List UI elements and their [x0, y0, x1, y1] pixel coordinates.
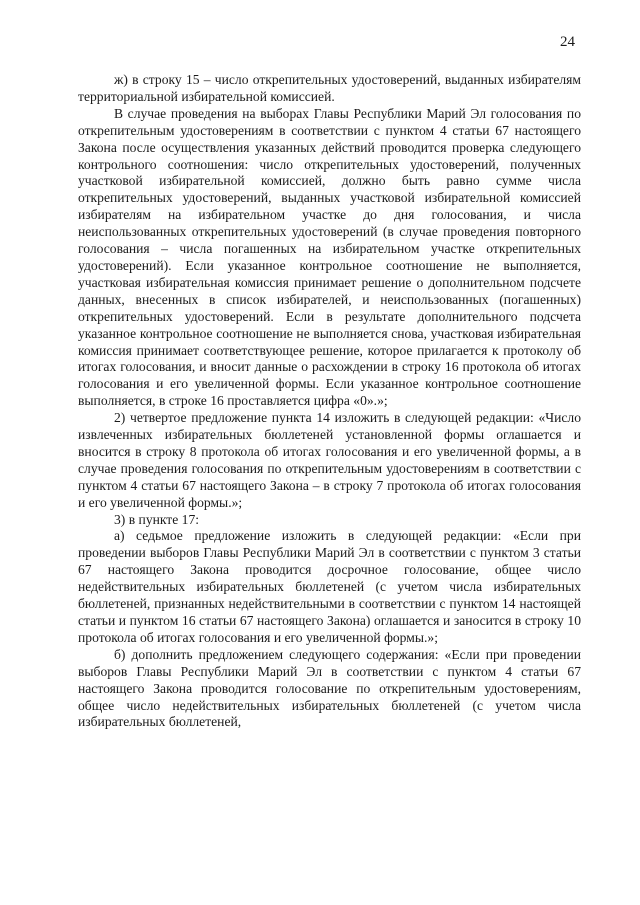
- paragraph-amendment-3: 3) в пункте 17:: [114, 511, 200, 527]
- page-number: 24: [560, 34, 575, 50]
- paragraph-amendment-2: 2) четвертое предложение пункта 14 изложить в следующей редакции: «Число извлеченных избирательных бюллетеней установленной формы оглашается и вносится в строку 8 протокола об итогах голосования и его увеличенной формы, а в случае проведения голосования по открепительным удостоверениям в соответствии с пунктом 4 статьи 67 настоящего Закона – в строку 7 протокола об итогах голосования и его увеличенной формы.»;: [78, 410, 581, 510]
- document-body: [78, 72, 581, 731]
- paragraph-control-ratio: В случае проведения на выборах Главы Республики Марий Эл голосования по открепительным удостоверениям в соответствии с пунктом 4 статьи 67 настоящего Закона после осуществления указанных действий проводится проверка следующего контрольного соотношения: число открепительных удостоверений, полученных участковой избирательной комиссией, должно быть равно сумме числа открепительных удостоверений, выданных участковой избирательной комиссией избирателям на избирательном участке до дня голосования, и числа неиспользованных открепительных удостоверений (в случае проведения повторного голосования – числа погашенных на избирательном участке открепительных удостоверений). Если указанное контрольное соотношение не выполняется, участковая избирательная комиссия принимает решение о дополнительном подсчете данных, внесенных в список избирателей, и неиспользованных (погашенных) открепительных удостоверений. Если в результате дополнительного подсчета указанное контрольное соотношение не выполняется снова, участковая избирательная комиссия принимает соответствующее решение, которое прилагается к протоколу об итогах голосования, и вносит данные о расхождении в строку 16 протокола об итогах голосования и его увеличенной формы. Если указанное контрольное соотношение выполняется, в строке 16 проставляется цифра «0».»;: [78, 105, 581, 409]
- paragraph-amendment-3a: а) седьмое предложение изложить в следующей редакции: «Если при проведении выборов Главы Республики Марий Эл в соответствии с пунктом 3 статьи 67 настоящего Закона проводится досрочное голосование, общее число недействительных избирательных бюллетеней (с учетом числа избирательных бюллетеней, признанных недействительными в соответствии с пунктом 14 настоящей статьи и пунктом 16 статьи 67 настоящего Закона) оглашается и заносится в строку 10 протокола об итогах голосования и его увеличенной формы.»;: [78, 528, 581, 645]
- paragraph-amendment-3b: б) дополнить предложением следующего содержания: «Если при проведении выборов Главы Республики Марий Эл в соответствии с пунктом 4 статьи 67 настоящего Закона проводится голосование по открепительным удостоверениям, общее число недействительных избирательных бюллетеней (с учетом числа избирательных бюллетеней,: [78, 646, 581, 730]
- paragraph-item-zh: ж) в строку 15 – число открепительных удостоверений, выданных избирателям территориальной избирательной комиссией.: [78, 72, 581, 104]
